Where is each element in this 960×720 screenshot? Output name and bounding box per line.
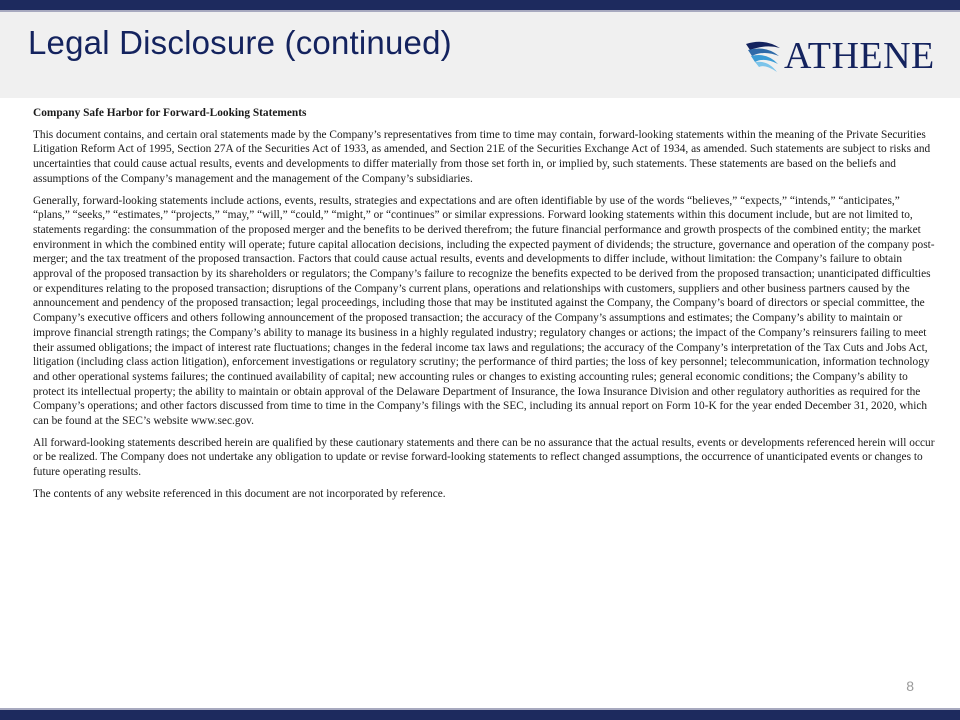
slide-header <box>0 12 960 98</box>
paragraph: All forward-looking statements described herein are qualified by these cautionary statements and there can be no assurance that the actual results, events or developments referenced herein will occur or be realized. The Company does not undertake any obligation to update or revise forward-looking statements to reflect changed assumptions, the occurrence of unanticipated events or changes to future operating results. <box>33 436 935 479</box>
athene-wing-icon <box>744 36 782 76</box>
page-title: Legal Disclosure (continued) <box>28 24 452 61</box>
section-heading: Company Safe Harbor for Forward-Looking Statements <box>33 107 307 119</box>
paragraph: This document contains, and certain oral statements made by the Company’s representatives from time to time may contain, forward-looking statements within the meaning of the Private Securities Litigation Reform Act of 1995, Section 27A of the Securities Act of 1933, as amended, and Section 21E of the Securities Exchange Act of 1934, as amended. Such statements are subject to risks and uncertainties that could cause actual results, events and developments to differ materially from those set forth in, or implied by, such statements. These statements are based on the beliefs and assumptions of the Company’s management and the management of the Company’s subsidiaries. <box>33 128 931 185</box>
bottom-border-bar <box>0 710 960 720</box>
athene-logo <box>744 32 944 80</box>
logo-wordmark: ATHENE <box>784 35 935 77</box>
page-number: 8 <box>906 678 914 694</box>
top-border-bar <box>0 0 960 10</box>
paragraph: Generally, forward-looking statements include actions, events, results, strategies and expectations and are often identifiable by use of the words “believes,” “expects,” “intends,” “anticipates,” “plans,” “seeks,” “estimates,” “projects,” “may,” “will,” “could,” “might,” or “continues” or similar expressions. Forward looking statements within this document include, but are not limited to, statements regarding: the consummation of the proposed merger and the benefits to be derived therefrom; the future financial performance and growth prospects of the combined entity; the market environment in which the combined entity will operate; future capital allocation decisions, including the expected payment of dividends; the structure, governance and operation of the company post-merger; and the tax treatment of the proposed transaction. Factors that could cause actual results, events and developments to differ include, without limitation: the Company’s failure to obtain approval of the proposed transaction by its shareholders or regulators; the Company’s failure to recognize the benefits expected to be derived from the proposed transaction; unanticipated difficulties or expenditures relating to the proposed transaction; disruptions of the Company’s current plans, operations and relationships with customers, suppliers and other business partners caused by the announcement and pendency of the proposed transaction; legal proceedings, including those that may be instituted against the Company, the Company’s board of directors or special committee, the Company’s executive officers and others following announcement of the proposed transaction; the accuracy of the Company’s assumptions and estimates; the Company’s ability to maintain or improve financial strength ratings; the Company’s ability to manage its business in a highly regulated industry; regulatory changes or actions; the impact of the Company’s reinsurers failing to meet their assumed obligations; the impact of interest rate fluctuations; changes in the federal income tax laws and regulations; the accuracy of the Company’s interpretation of the Tax Cuts and Jobs Act, litigation (including class action litigation), enforcement investigations or regulatory scrutiny; the performance of third parties; the loss of key personnel; telecommunication, information technology and other operational systems failures; the continued availability of capital; new accounting rules or changes to existing accounting rules; general economic conditions; the Company’s ability to protect its intellectual property; the ability to maintain or obtain approval of the Delaware Department of Insurance, the Iowa Insurance Division and other regulatory authorities as required for the Company’s operations; and other factors discussed from time to time in the Company’s filings with the SEC, including its annual report on Form 10-K for the year ended December 31, 2020, which can be found at the SEC’s website www.sec.gov. <box>33 194 935 428</box>
disclosure-body <box>33 106 938 509</box>
paragraph: The contents of any website referenced in this document are not incorporated by reference. <box>33 487 446 500</box>
